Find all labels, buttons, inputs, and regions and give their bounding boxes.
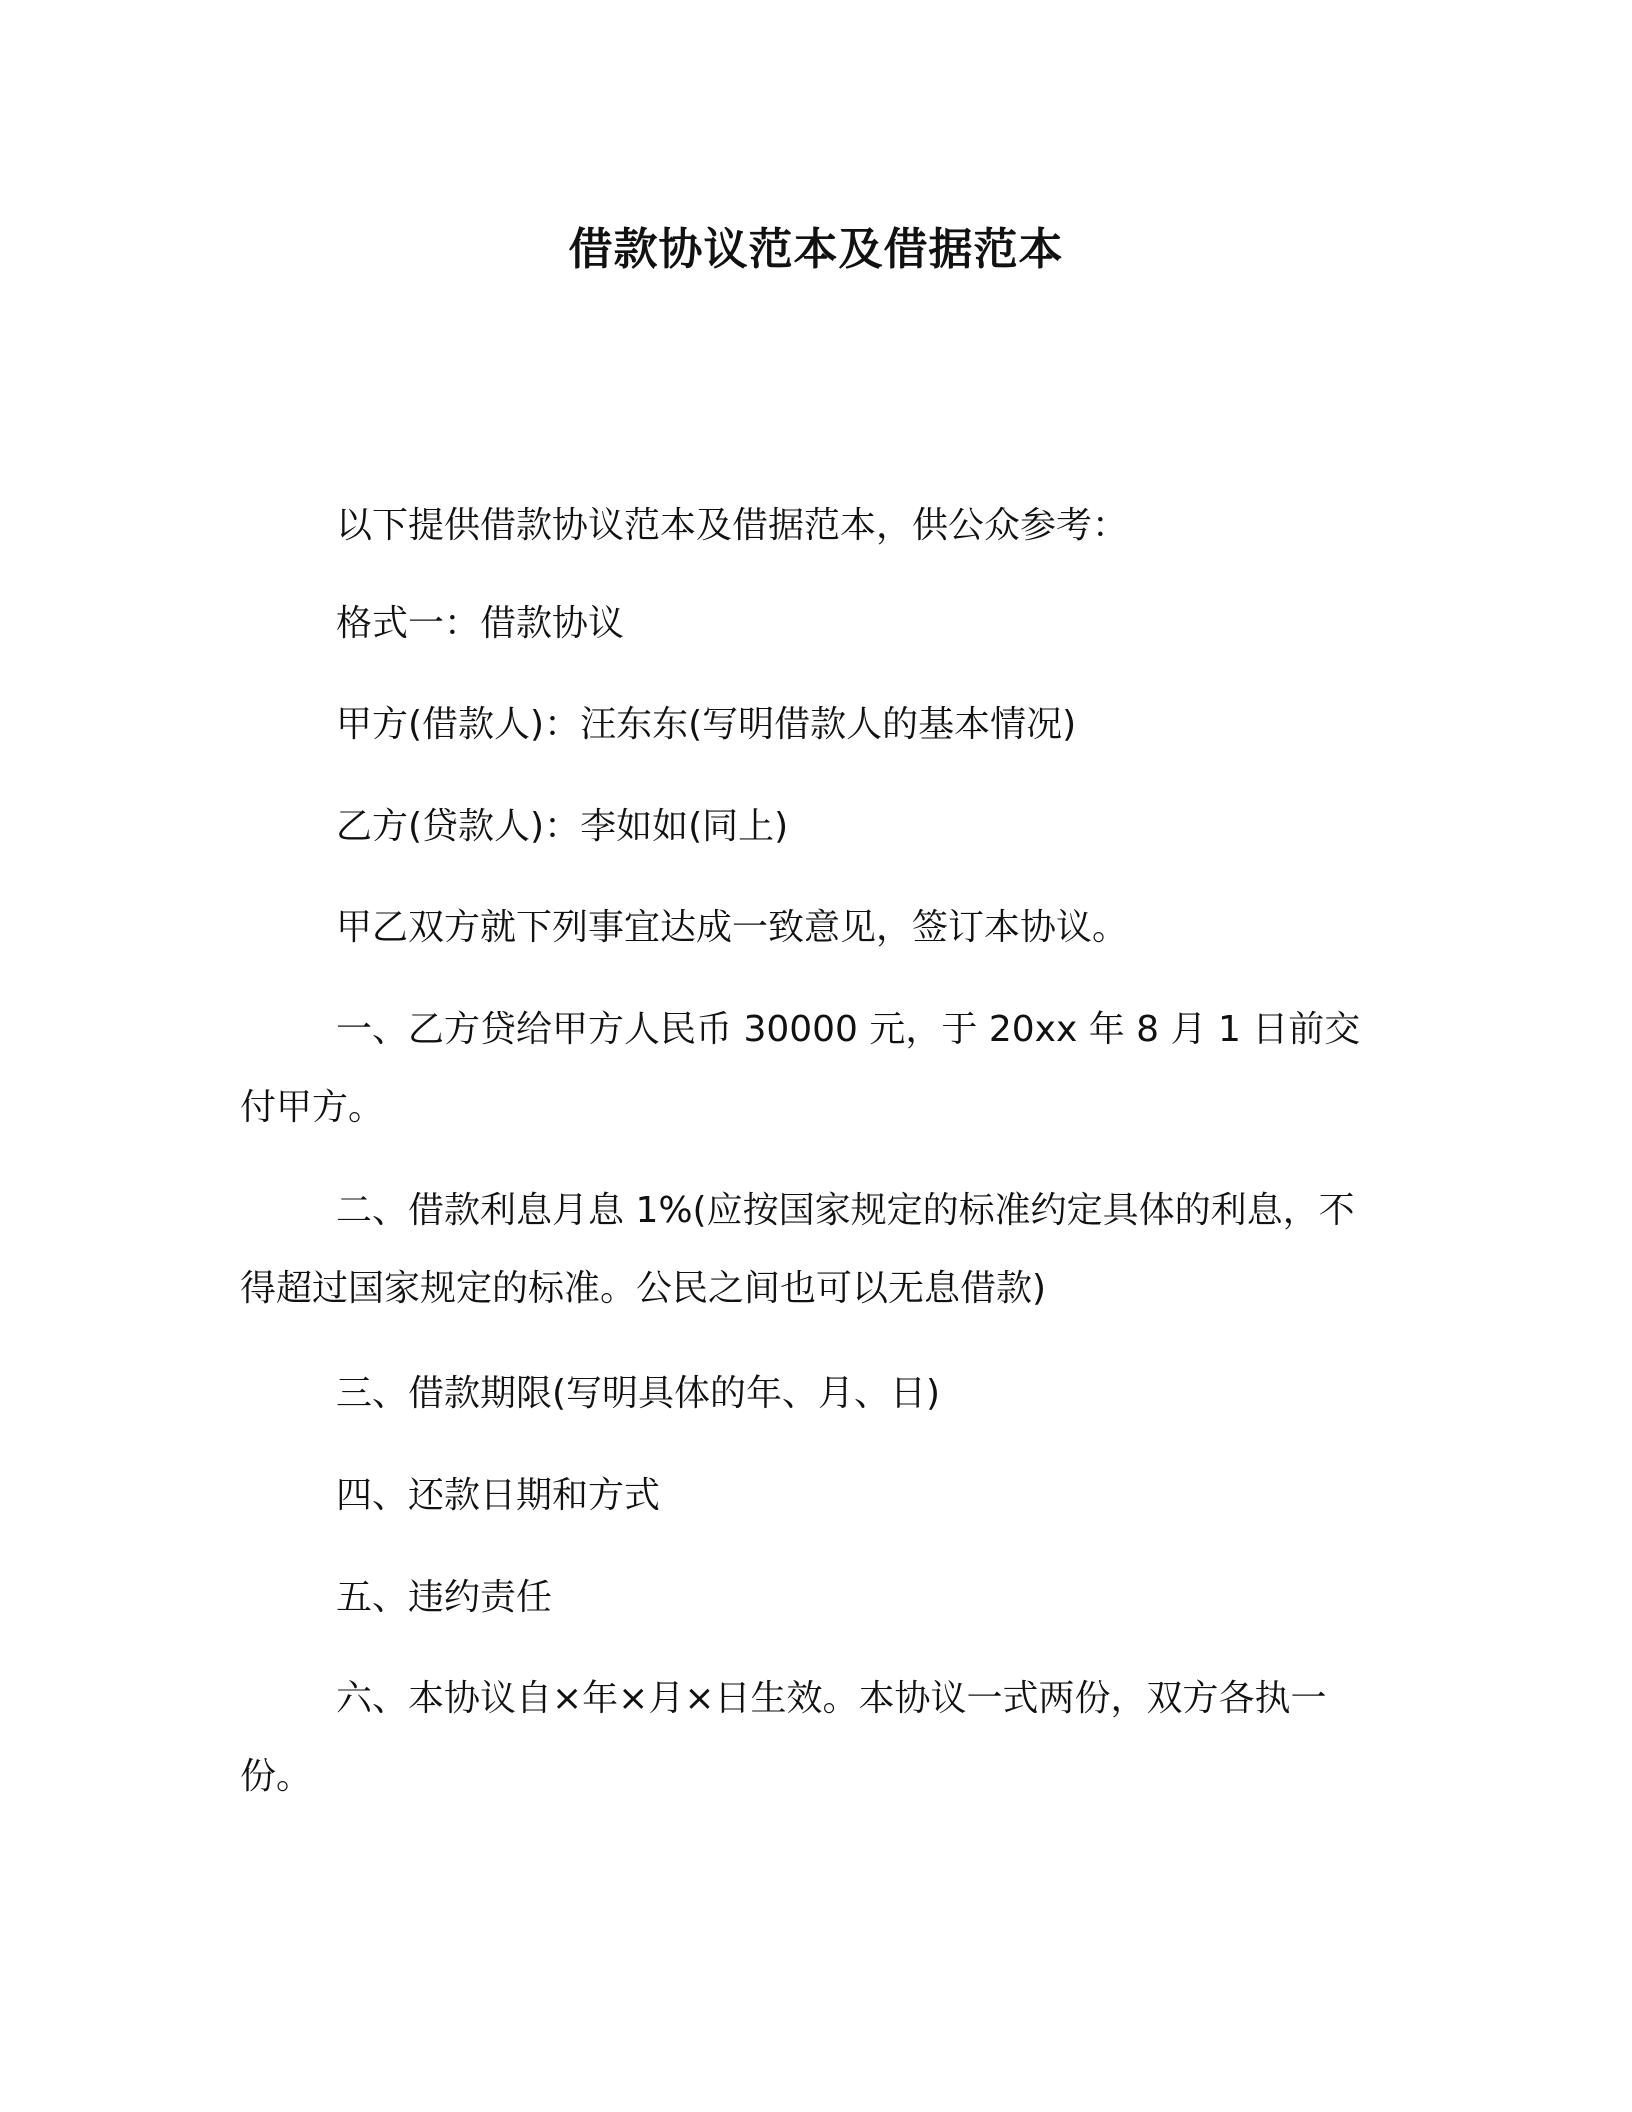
paragraph-agreement: 甲乙双方就下列事宜达成一致意见，签订本协议。 [336, 907, 1129, 948]
document-title: 借款协议范本及借据范本 [568, 224, 1064, 275]
clause-6: 六、本协议自×年×月×日生效。本协议一式两份，双方各执一份。 [240, 1678, 1327, 1797]
paragraph-party-a: 甲方(借款人)：汪东东(写明借款人的基本情况) [336, 704, 1077, 745]
paragraph-format-one: 格式一：借款协议 [336, 603, 625, 644]
clause-1: 一、乙方贷给甲方人民币 30000 元，于 20xx 年 8 月 1 日前交付甲方。 [240, 1009, 1361, 1128]
paragraph-party-b: 乙方(贷款人)：李如如(同上) [336, 806, 789, 847]
paragraph-intro: 以下提供借款协议范本及借据范本，供公众参考： [336, 505, 1129, 546]
clause-4: 四、还款日期和方式 [336, 1475, 661, 1516]
clause-5: 五、违约责任 [336, 1577, 553, 1618]
clause-3: 三、借款期限(写明具体的年、月、日) [336, 1373, 941, 1414]
clause-2: 二、借款利息月息 1%(应按国家规定的标准约定具体的利息，不得超过国家规定的标准。公民之间也可以无息借款) [240, 1190, 1355, 1309]
